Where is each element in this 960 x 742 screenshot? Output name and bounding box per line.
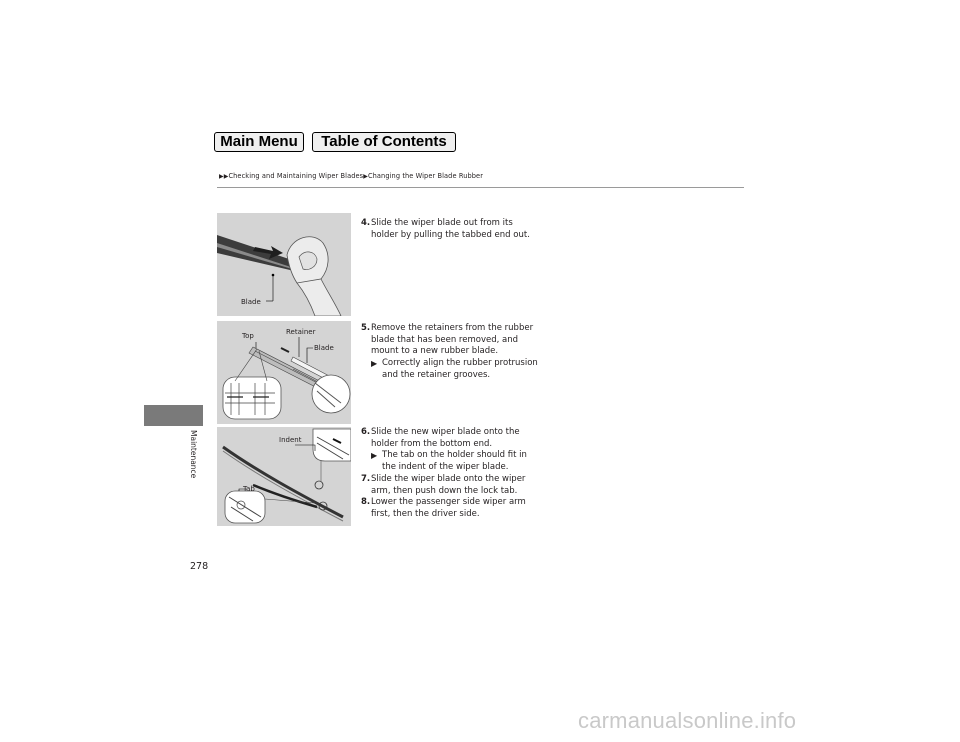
triangle-right-icon: ▶ (371, 359, 378, 369)
step-4 (361, 218, 541, 241)
step-text: Lower the passenger side wiper arm first, then the driver side. (371, 497, 526, 519)
step-group-4 (361, 218, 541, 241)
retainer-label: Retainer (286, 328, 316, 336)
step-6 (361, 427, 543, 450)
step-6-sub (361, 450, 543, 473)
section-tab-marker (144, 405, 203, 426)
illustration-slide-blade-out (217, 213, 351, 316)
step-number: 6. (361, 427, 371, 437)
breadcrumb-part-1[interactable]: Checking and Maintaining Wiper Blades (228, 172, 364, 180)
step-number: 7. (361, 473, 371, 484)
step-7 (361, 474, 543, 497)
breadcrumb-arrow-icon: ▶ (363, 173, 368, 180)
page-number: 278 (190, 561, 209, 572)
sub-text: The tab on the holder should fit in the indent of the wiper blade. (382, 450, 527, 473)
step-5-sub (361, 358, 543, 381)
breadcrumb-arrow-icon: ▶▶ (219, 173, 229, 180)
step-group-5 (361, 323, 543, 382)
table-of-contents-button[interactable]: Table of Contents (312, 132, 456, 152)
illustration-retainers (217, 321, 351, 424)
step-5 (361, 323, 543, 358)
triangle-right-icon: ▶ (371, 451, 378, 461)
step-number: 8. (361, 497, 371, 508)
tab-label: Tab (243, 485, 255, 493)
top-label: Top (242, 332, 254, 340)
step-group-6-8 (361, 427, 543, 521)
step-number: 5. (361, 323, 371, 333)
breadcrumb (219, 172, 483, 180)
indent-label: Indent (279, 436, 302, 444)
illustration-slide-new-blade (217, 427, 351, 526)
step-text: Slide the wiper blade onto the wiper arm, then push down the lock tab. (371, 473, 526, 496)
blade-label: Blade (241, 298, 261, 306)
step-number: 4. (361, 218, 371, 228)
breadcrumb-part-2: Changing the Wiper Blade Rubber (367, 172, 484, 180)
watermark: carmanualsonline.info (578, 708, 797, 733)
header-divider (217, 187, 744, 188)
sub-text: Correctly align the rubber protrusion and the retainer grooves. (382, 358, 538, 380)
step-8 (361, 497, 543, 520)
section-tab-label: Maintenance (189, 430, 198, 479)
step-text: Slide the wiper blade out from its holder by pulling the tabbed end out. (371, 218, 530, 240)
main-menu-button[interactable]: Main Menu (214, 132, 304, 152)
blade-label: Blade (314, 344, 334, 352)
step-text: Slide the new wiper blade onto the holder from the bottom end. (371, 427, 520, 449)
step-text: Remove the retainers from the rubber blade that has been removed, and mount to a new rubber blade. (371, 323, 534, 357)
